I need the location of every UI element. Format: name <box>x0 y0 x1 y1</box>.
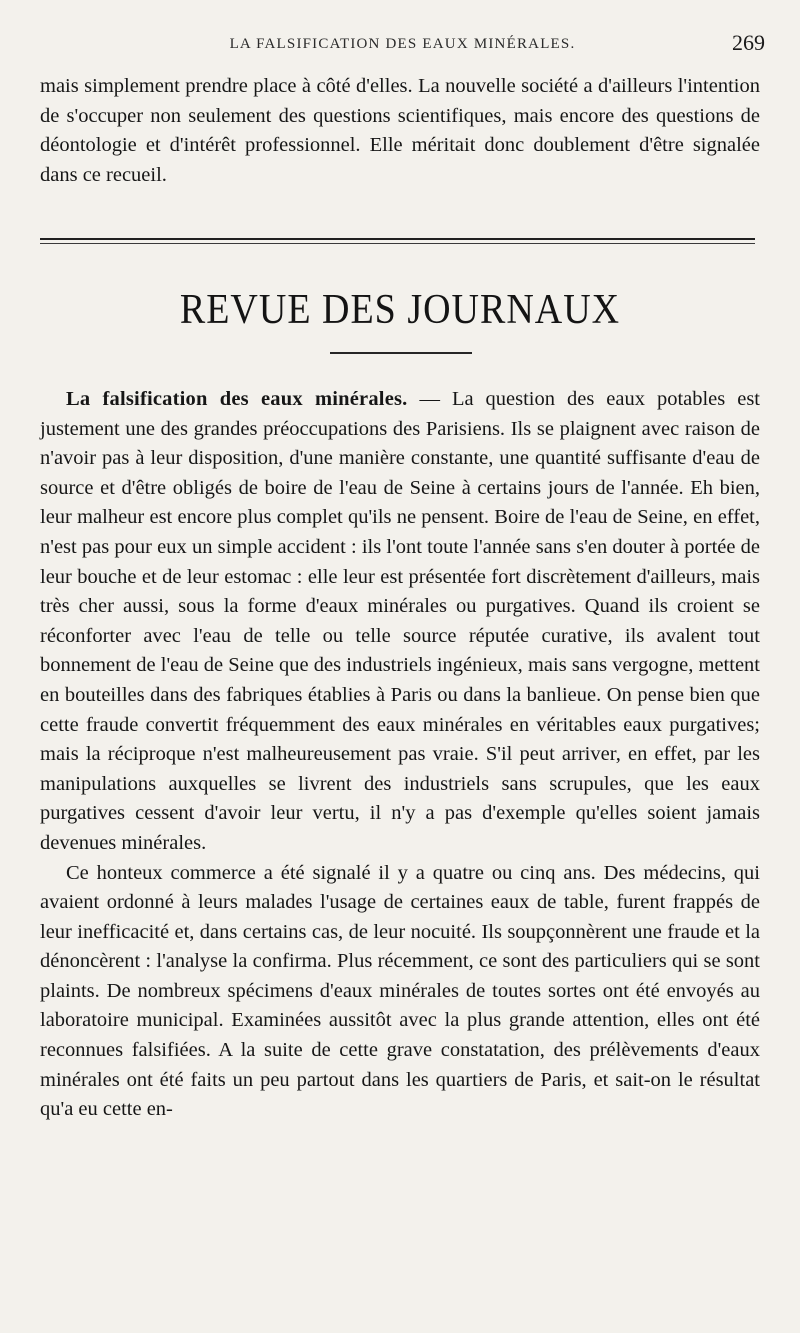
running-header <box>40 30 765 60</box>
section-title: REVUE DES JOURNAUX <box>179 286 621 334</box>
section-divider-double-rule <box>40 238 755 244</box>
article-paragraph-1 <box>40 385 760 859</box>
article-title: La falsification des eaux minérales. <box>66 388 408 410</box>
article <box>40 385 760 1125</box>
section-title-underline <box>330 352 472 354</box>
article-paragraph-1-text: — La question des eaux potables est justement une des grandes préoccupations des Parisiens. Ils se plaignent avec raison de n'avoir pas à leur disposition, d'une manière constante, une quantité suffisante d'eau de source et d'être obligés de boire de l'eau de Seine à certains jours de l'année. Eh bien, leur malheur est encore plus complet qu'ils ne pensent. Boire de l'eau de Seine, en effet, n'est pas pour eux un simple accident : ils l'ont toute l'année sans s'en douter à portée de leur bouche et de leur estomac : elle leur est présentée fort discrètement d'ailleurs, mais très cher aussi, sous la forme d'eaux minérales ou purgatives. Quand ils croient se réconforter avec l'eau de telle ou telle source réputée curative, ils avalent tout bonnement de l'eau de Seine que des industriels ingénieux, mais sans vergogne, mettent en bouteilles dans des fabriques établies à Paris ou dans la banlieue. On pense bien que cette fraude convertit fréquemment des eaux minérales en véritables eaux purgatives; mais la réciproque n'est malheureusement pas vraie. S'il peut arriver, en effet, par les manipulations auxquelles se livrent des industriels sans scrupules, que les eaux purgatives cessent d'avoir leur vertu, il n'y a pas d'exemple qu'elles soient jamais devenues minérales. <box>40 388 761 854</box>
continued-paragraph-text: mais simplement prendre place à côté d'elles. La nouvelle société a d'ailleurs l'intention de s'occuper non seulement des questions scientifiques, mais encore des questions de déontologie et d'intérêt professionnel. Elle méritait donc doublement d'être signalée dans ce recueil. <box>40 75 760 186</box>
running-title: LA FALSIFICATION DES EAUX MINÉRALES. <box>229 36 576 52</box>
page-number: 269 <box>732 30 765 55</box>
continued-paragraph <box>40 72 760 190</box>
article-paragraph-2: Ce honteux commerce a été signalé il y a quatre ou cinq ans. Des médecins, qui avaient ordonné à leurs malades l'usage de certaines eaux de table, furent frappés de leur inefficacité et, dans certains cas, de leur nocuité. Ils soupçonnèrent une fraude et la dénoncèrent : l'analyse la confirma. Plus récemment, ce sont des particuliers qui se sont plaints. De nombreux spécimens d'eaux minérales de toutes sortes ont été envoyés au laboratoire municipal. Examinées aussitôt avec la plus grande attention, elles ont été reconnues falsifiées. A la suite de cette grave constatation, des prélèvements d'eaux minérales ont été faits un peu partout dans les quartiers de Paris, et sait-on le résultat qu'a eu cette en- <box>40 861 760 1121</box>
